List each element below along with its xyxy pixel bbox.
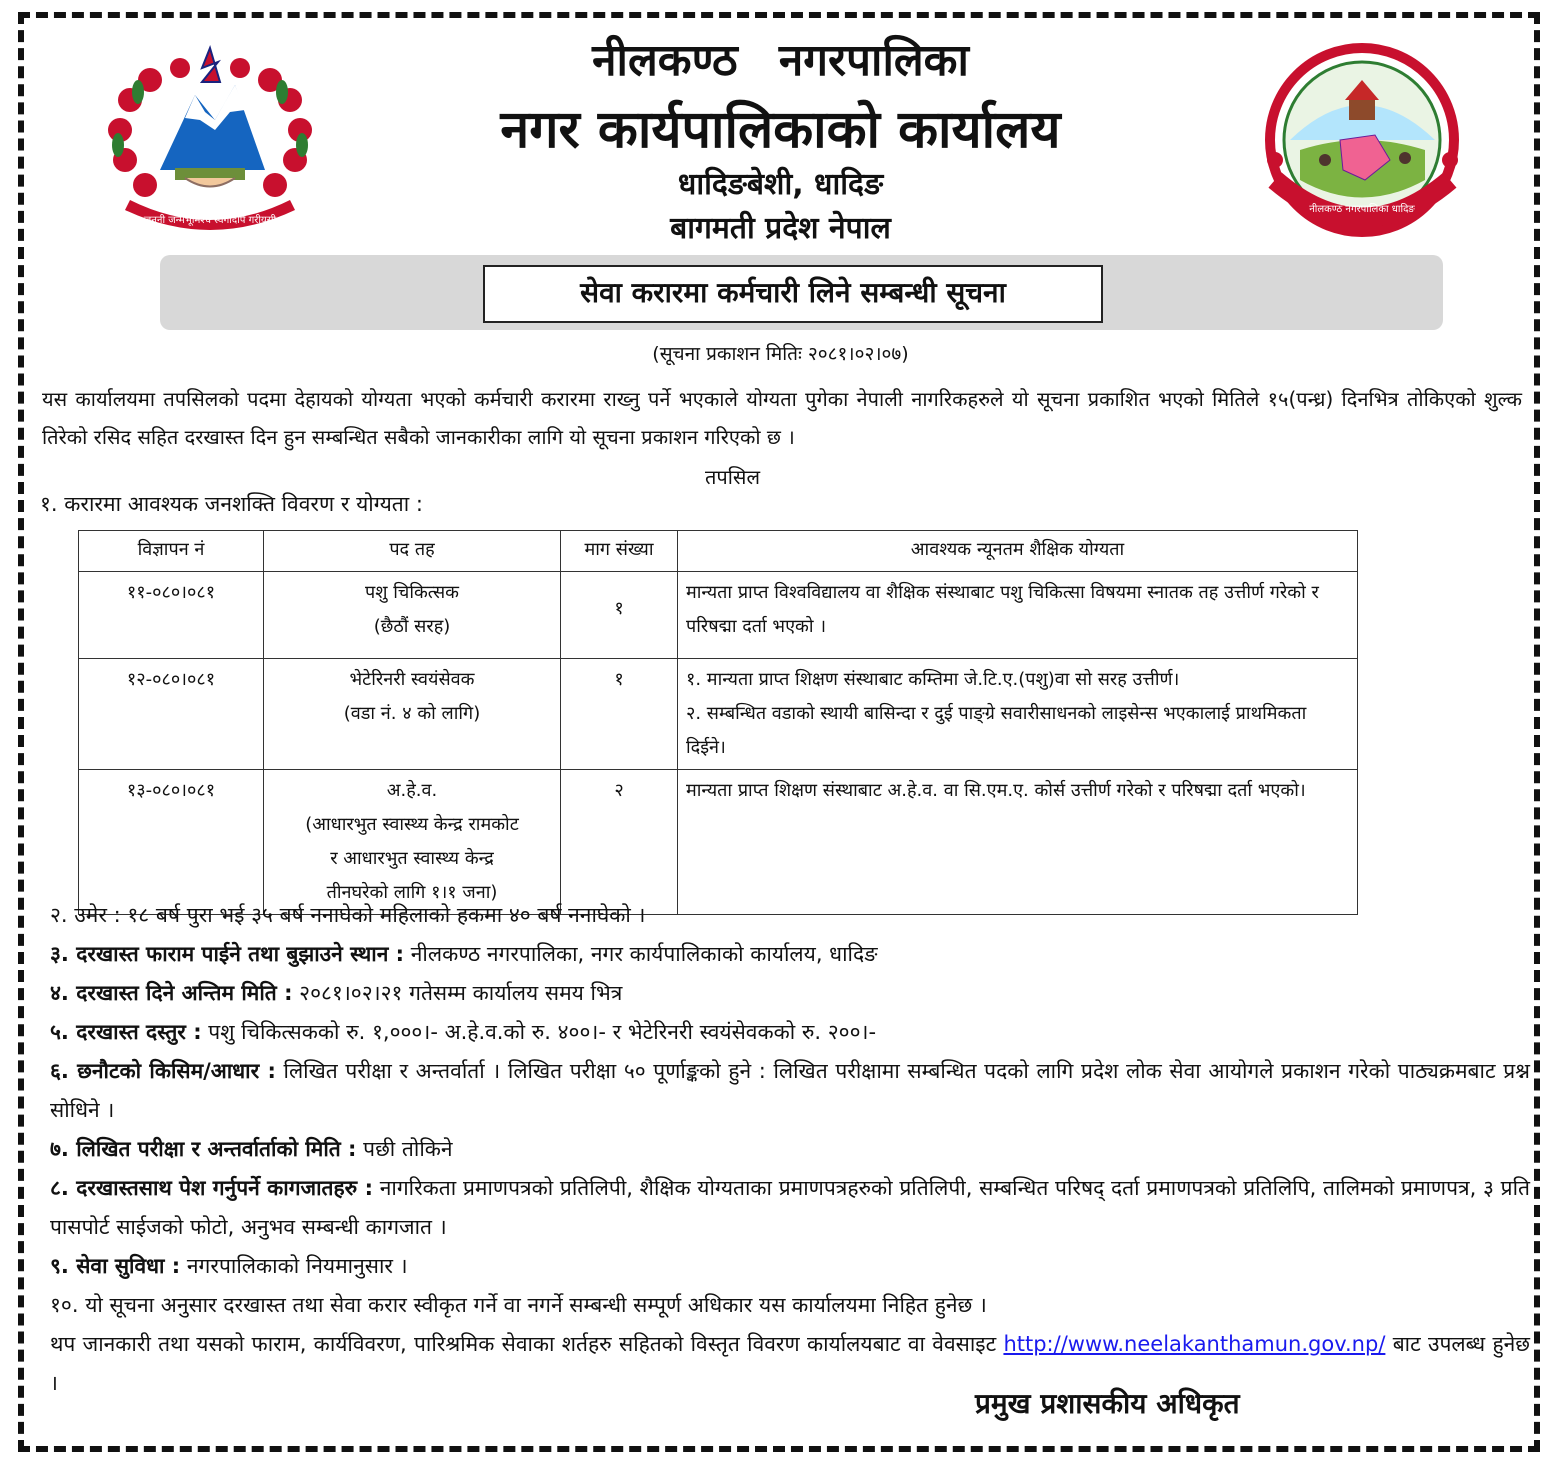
intro-paragraph: यस कार्यालयमा तपसिलको पदमा देहायको योग्यता भएको कर्मचारी करारमा राख्नु पर्ने भएकाले योग्यता पुगेका नेपाली नागरिकहरुले यो सूचना प्रकाशित भएको मितिले १५(पन्ध्र) दिनभित्र तोकिएको शुल्क तिरेको रसिद सहित दरखास्त दिन हुन सम्बन्धित सबैको जानकारीका लागि यो सूचना प्रकाशन गरिएको छ । [42,387,1522,449]
website-link[interactable]: http://www.neelakanthamun.gov.np/ [1003,1332,1386,1356]
item-label: ४. दरखास्त दिने अन्तिम मिति : [50,981,293,1005]
item-label: २. उमेर : [50,903,121,927]
post-note: (वडा नं. ४ को लागि) [343,703,481,724]
item-exam-date [50,1130,1530,1169]
item-age [50,896,1530,935]
notice-title: सेवा करारमा कर्मचारी लिने सम्बन्धी सूचना [483,265,1103,323]
table-row [79,770,1358,915]
demand-count: १ [561,572,678,659]
office-location: धादिङबेशी, धादिङ [677,167,884,202]
item-text: लिखित परीक्षा र अन्तर्वार्ता । लिखित परीक्षा ५० पूर्णाङ्कको हुने : लिखित परीक्षामा सम्बन्धित पदको लागि प्रदेश लोक सेवा आयोगले प्रकाशन गरेको पाठ्यक्रमबाट प्रश्न सोधिने । [50,1059,1530,1122]
posts-table [78,530,1358,915]
item-authority: १०. यो सूचना अनुसार दरखास्त तथा सेवा करार स्वीकृत गर्ने वा नगर्ने सम्बन्धी सम्पूर्ण अधिकार यस कार्यालयमा निहित हुनेछ । [50,1293,987,1317]
ad-number: १३-०८०।०८१ [79,770,264,915]
table-header-row [79,531,1358,572]
item-text: १८ बर्ष पुरा भई ३५ बर्ष ननाघेको महिलाको हकमा ४० बर्ष ननाघेको । [127,903,646,927]
item-label: ५. दरखास्त दस्तुर : [50,1020,202,1044]
post-note: तीनघरेको लागि १।१ जना) [326,882,498,903]
item-label: ७. लिखित परीक्षा र अन्तर्वार्ताको मिति : [50,1137,357,1161]
qualification-text: मान्यता प्राप्त शिक्षण संस्थाबाट अ.हे.व. वा सि.एम.ए. कोर्स उत्तीर्ण गरेको र परिषद्मा दर्ता भएको। [686,780,1306,801]
province-country: बागमती प्रदेश नेपाल [670,211,891,246]
svg-text:जननी जन्मभूमिश्च स्वर्गादपि गर: जननी जन्मभूमिश्च स्वर्गादपि गरीयसी [143,215,277,226]
qualification [678,770,1358,915]
item-text: नगरपालिकाको नियमानुसार । [186,1254,408,1278]
office-name: नगर कार्यपालिकाको कार्यालय [500,100,1061,160]
table-row [79,572,1358,659]
item-text: पशु चिकित्सकको रु. १,०००।- अ.हे.व.को रु. ४००।- र भेटेरिनरी स्वयंसेवकको रु. २००।- [208,1020,877,1044]
publication-date: (सूचना प्रकाशन मितिः २०८१।०२।०७) [652,343,909,365]
post-title: भेटेरिनरी स्वयंसेवक [349,669,475,690]
post-level [264,770,561,915]
more-info-text: बाट उपलब्ध हुनेछ । [50,1332,1530,1395]
post-level [264,572,561,659]
post-level [264,659,561,770]
post-note: (आधारभुत स्वास्थ्य केन्द्र रामकोट [305,814,519,835]
post-note: र आधारभुत स्वास्थ्य केन्द्र [330,848,494,869]
svg-text:नीलकण्ठ नगरपालिका धादिङ: नीलकण्ठ नगरपालिका धादिङ [1309,204,1415,215]
item-text: नागरिकता प्रमाणपत्रको प्रतिलिपी, शैक्षिक योग्यताका प्रमाणपत्रहरुको प्रतिलिपी, सम्बन्धित परिषद् दर्ता प्रमाणपत्रको प्रतिलिपि, तालिमको प्रमाणपत्र, ३ प्रति पासपोर्ट साईजको फोटो, अनुभव सम्बन्धी कागजात । [50,1176,1530,1239]
section-1-heading: १. करारमा आवश्यक जनशक्ति विवरण र योग्यता : [40,492,423,516]
item-documents [50,1169,1530,1247]
tapasil-heading: तपसिल [704,465,761,489]
post-title: पशु चिकित्सक [365,582,459,603]
qualification [678,659,1358,770]
demand-count: २ [561,770,678,915]
qualification-text: मान्यता प्राप्त विश्वविद्यालय वा शैक्षिक संस्थाबाट पशु चिकित्सा विषयमा स्नातक तह उत्तीर्ण गरेको र परिषद्मा दर्ता भएको । [686,582,1319,637]
more-info-text: थप जानकारी तथा यसको फाराम, कार्यविवरण, पारिश्रमिक सेवाका शर्तहरु सहितको विस्तृत विवरण कार्यालयबाट वा वेवसाइट [50,1332,997,1356]
item-text: २०८१।०२।२१ गतेसम्म कार्यालय समय भित्र [299,981,623,1005]
item-label: ६. छनौटको किसिम/आधार : [50,1059,276,1083]
column-header: विज्ञापन नं [79,531,264,572]
item-label: ९. सेवा सुविधा : [50,1254,181,1278]
item-text: पछी तोकिने [363,1137,453,1161]
item-label: ३. दरखास्त फाराम पाईने तथा बुझाउने स्थान : [50,942,405,966]
item-label: ८. दरखास्तसाथ पेश गर्नुपर्ने कागजातहरु : [50,1176,373,1200]
qualification-text: २. सम्बन्धित वडाको स्थायी बासिन्दा र दुई पाङ्ग्रे सवारीसाधनको लाइसेन्स भएकालाई प्राथमिकता दिईने। [686,703,1307,758]
item-fee [50,1013,1530,1052]
post-note: (छैठौं सरह) [373,616,451,637]
column-header: पद तह [264,531,561,572]
ad-number: १२-०८०।०८१ [79,659,264,770]
ad-number: ११-०८०।०८१ [79,572,264,659]
post-title: अ.हे.व. [386,780,438,801]
column-header: माग संख्या [561,531,678,572]
column-header: आवश्यक न्यूनतम शैक्षिक योग्यता [678,531,1358,572]
item-deadline [50,974,1530,1013]
item-selection-basis [50,1052,1530,1130]
table-row [79,659,1358,770]
demand-count: १ [561,659,678,770]
municipality-name: नीलकण्ठ नगरपालिका [592,35,969,86]
qualification [678,572,1358,659]
item-facilities [50,1247,1530,1286]
qualification-text: १. मान्यता प्राप्त शिक्षण संस्थाबाट कम्तिमा जे.टि.ए.(पशु)वा सो सरह उत्तीर्ण। [686,669,1180,690]
item-text: नीलकण्ठ नगरपालिका, नगर कार्यपालिकाको कार्यालय, धादिङ [410,942,878,966]
item-form-location [50,935,1530,974]
signatory-title: प्रमुख प्रशासकीय अधिकृत [975,1387,1240,1420]
more-info [50,1325,1530,1403]
